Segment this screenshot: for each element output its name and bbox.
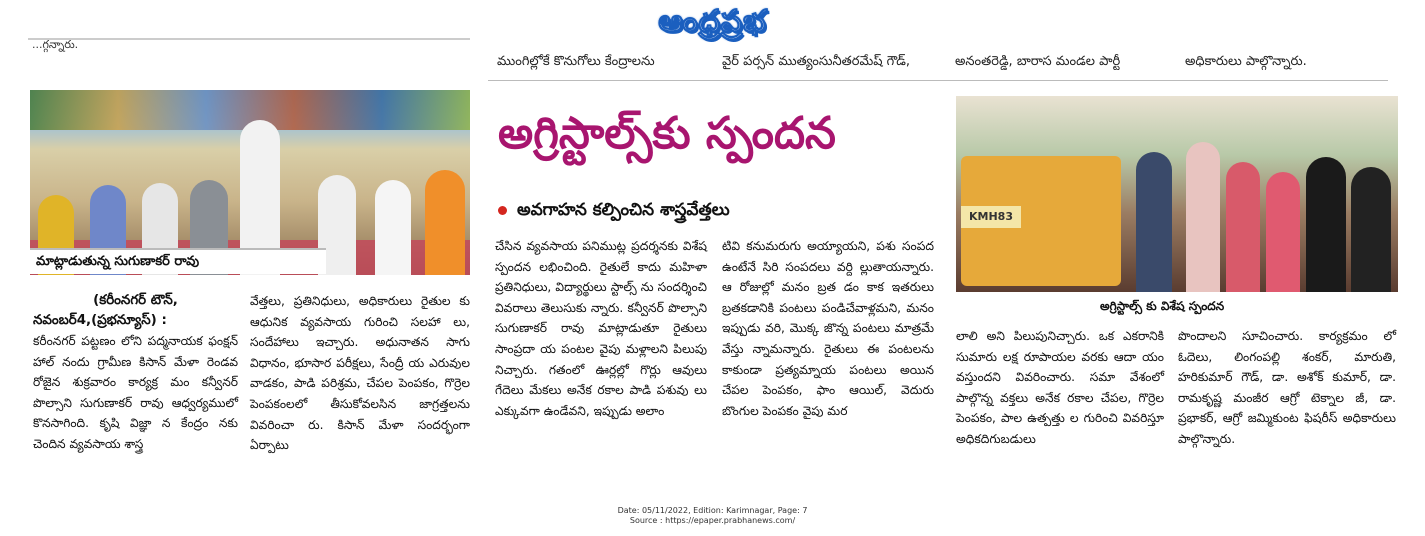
column-2-text: వేత్తలు, ప్రతినిధులు, అధికారులు రైతుల కు ఆధునిక వ్యవసాయ గురించి సలహా లు, సందేహాలు ఇచ్చారు. అధునాతన సాగు విధానం, భూసార పరీక్షలు, సేంద్రీ య ఎరువుల వాడకం, పాడి పరిశ్రమ, చేపల పెంపకం, గొర్రెల పెంపకంలలో తీసుకోవలసిన జాగ్రత్తలను వివరించా రు. కిసాన్ మేళా సందర్భంగా ఏర్పాటు — [250, 294, 470, 453]
article-column-3 — [495, 236, 707, 421]
topbar-fragment-2: వైర్ పర్సన్ ముత్యంసునీతరమేష్ గౌడ్, — [722, 54, 910, 69]
right-photo-caption: అగ్రిస్టాల్స్ కు విశేష స్పందన — [1100, 299, 1225, 313]
column-1-text: కరీంనగర్ పట్టణం లోని పద్మనాయక ఫంక్షన్ హాల్ నందు గ్రామీణ కిసాన్ మేళా రెండవ రోజైన శుక్రవారం కార్యక్ర మం కన్వీనర్ పొల్సాని సుగుణాకర్ రావు ఆధ్వర్యములో కొనసాగింది. కృషి విజ్ఞా న కేంద్రం నకు చెందిన వ్యవసాయ శాస్త్ర — [33, 334, 238, 451]
topbar-fragment-3: అనంతరెడ్డి, బారాస మండల పార్టీ — [955, 54, 1121, 69]
bullet-icon — [498, 206, 507, 215]
dateline-1: (కరీంనగర్ టౌన్, — [93, 293, 178, 308]
headline: అగ్రిస్టాల్స్‌కు స్పందన — [498, 108, 836, 159]
right-agri-stall-photo — [956, 96, 1398, 292]
divider-rule — [488, 80, 1388, 81]
article-column-4 — [722, 236, 934, 421]
topbar-fragment-1: ముంగిల్లోకే కొనుగోలు కేంద్రాలను — [497, 54, 655, 69]
previous-article-fragment: ...గ్గన్నారు. — [32, 38, 79, 51]
subhead — [498, 200, 730, 224]
article-column-2 — [250, 291, 470, 456]
previous-article-strip — [28, 38, 470, 70]
dateline-2: నవంబర్4,(ప్రభన్యూస్) : — [33, 313, 167, 328]
photo-sign: KMH83 — [961, 206, 1021, 228]
footer — [0, 506, 1425, 526]
column-5-text: లాలి అని పిలుపునిచ్చారు. ఒక ఎకరానికి సుమారు లక్ష రూపాయల వరకు ఆదా యం వస్తుందని వివరించారు. సమా వేశంలో పాల్గొన్న వక్తలు అనేక రకాల చేపల, గొర్రెల పెంపకం, పాల ఉత్పత్తు ల గురించి వివరిస్తూ అధికదిగుబడులు — [956, 329, 1164, 446]
column-6-text: పొందాలని సూచించారు. కార్యక్రమం లో ఓదెలు, లింగంపల్లి శంకర్, మారుతి, హరికుమార్ గౌడ్, డా. అశోక్ కుమార్, డా. రామకృష్ణ మంజీర ఆగ్రో టెక్నాల జీ, డా. ప్రభాకర్, ఆగ్రో జమ్మికుంట ఫిషరీస్ అధికారులు పాల్గొన్నారు. — [1178, 329, 1396, 446]
article-column-1 — [33, 291, 238, 455]
article-column-5 — [956, 326, 1164, 450]
topbar-fragment-4: అధికారులు పాల్గొన్నారు. — [1185, 54, 1307, 69]
left-photo-caption: మాట్లాడుతున్న సుగుణాకర్ రావు — [30, 248, 326, 274]
column-3-text: చేసిన వ్యవసాయ పనిముట్ల ప్రదర్శనకు విశేష స్పందన లభించింది. రైతులే కాదు మహిళా ప్రతినిధులు, విద్యార్థులు స్టాల్స్ ను సందర్శించి వివరాలు తెలుసుకు న్నారు. కన్వీనర్ పొల్సాని సుగుణాకర్ రావు మాట్లాడుతూ రైతులు సాంప్రదా య పంటల వైపు మళ్లాలని పిలుపు నిచ్చారు. గతంలో ఊర్లల్లో గొర్లు ఆవులు గేదెలు మేకలు అనేక రకాల పాడి పశువు లు ఎక్కువగా ఉండేవని, ఇప్పుడు అలాం — [495, 239, 707, 418]
column-4-text: టివి కనుమరుగు అయ్యాయని, పశు సంపద ఉంటేనే సిరి సంపదలు వర్ది ల్లుతాయన్నారు. ఆ రోజుల్లో మనం బ్రత డం కాక ఇతరులు బ్రతకడానికి పంటలు పండిచేవాళ్లమని, మనం ఇప్పుడు వరి, మొక్క జొన్న పంటలు మాత్రమే వేస్తు న్నామన్నారు. రైతులు ఈ పంటలను కాకుండా ప్రత్యమ్నాయ పంటలు అయిన చేపల పెంపకం, ఫాం ఆయిల్, వెదురు బొంగుల పెంపకం వైపు మర — [722, 239, 934, 418]
footer-date-edition: Date: 05/11/2022, Edition: Karimnagar, Page: 7 — [617, 506, 808, 515]
masthead-text: ఆంధ్రప్రభ — [658, 4, 767, 39]
footer-source: Source : https://epaper.prabhanews.com/ — [629, 516, 796, 525]
subhead-text: అవగాహన కల్పించిన శాస్త్రవేత్తలు — [517, 200, 730, 220]
article-column-6 — [1178, 326, 1396, 450]
